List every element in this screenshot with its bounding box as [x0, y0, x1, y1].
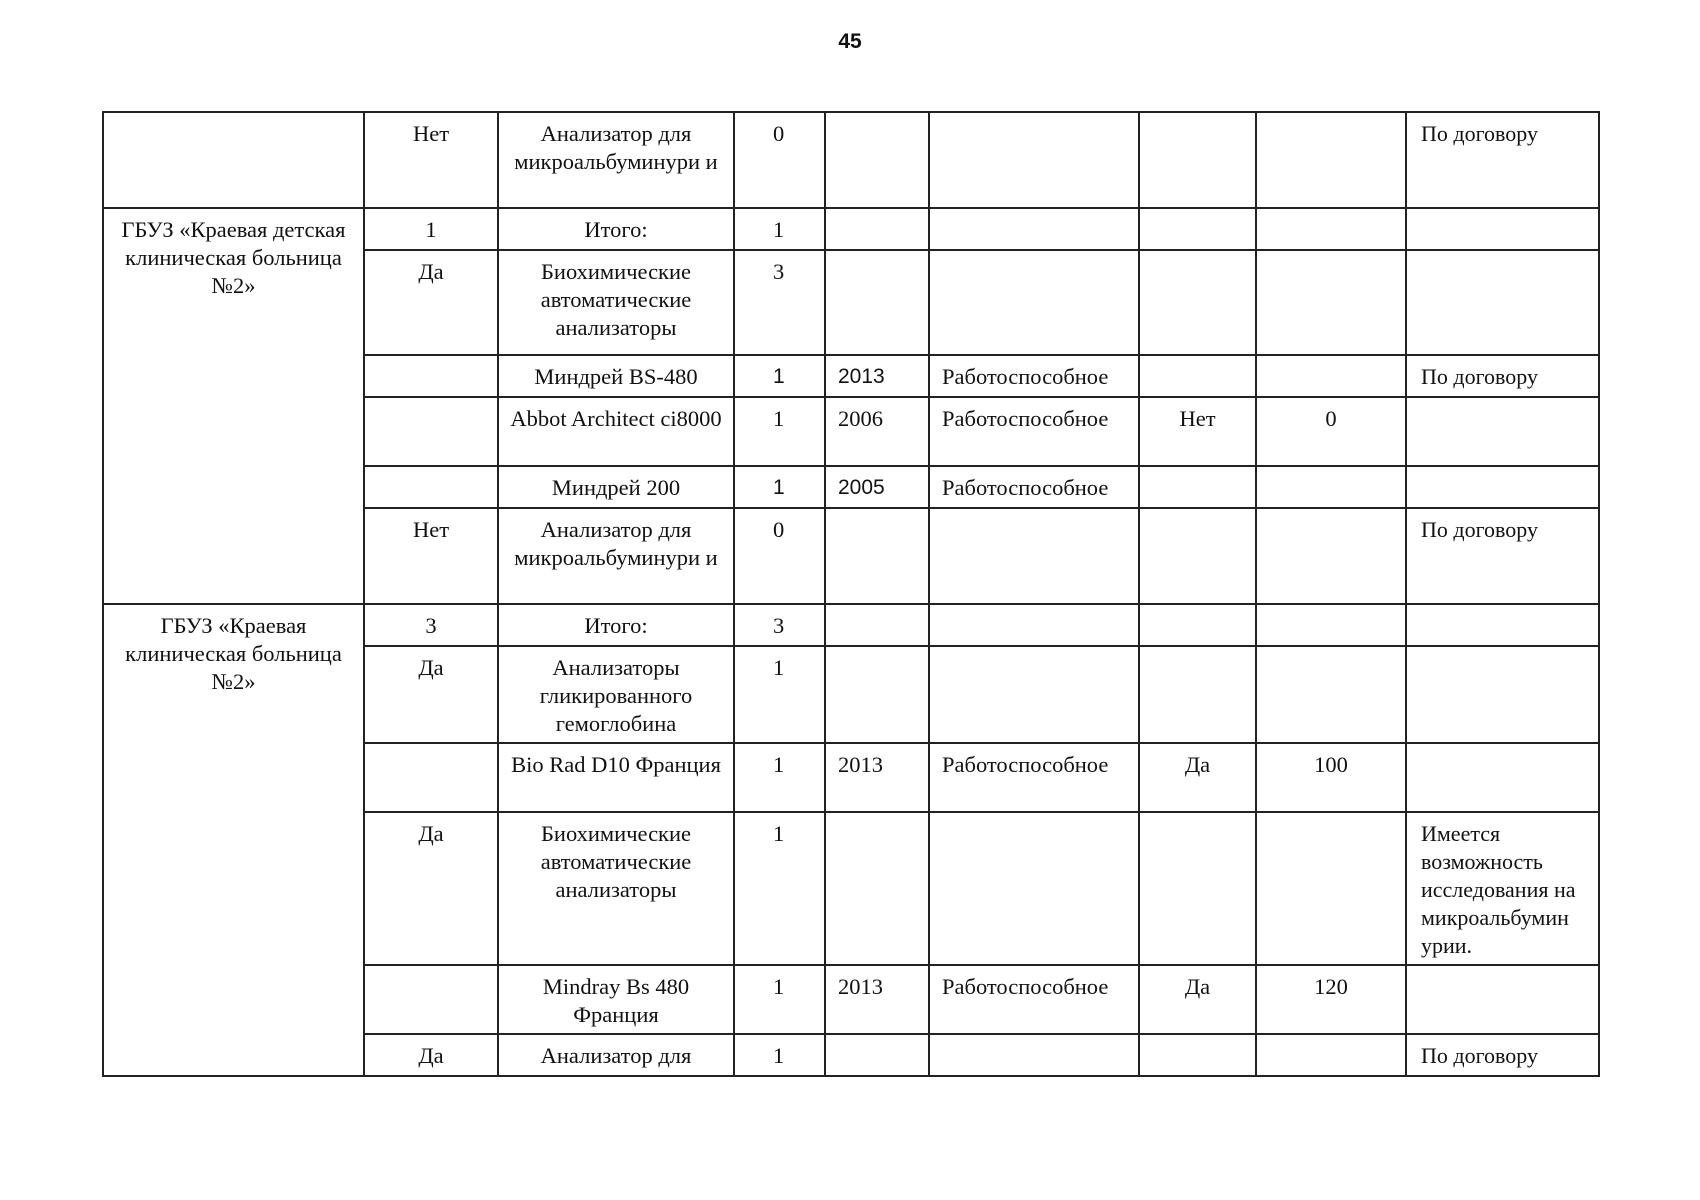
availability-cell: Да — [364, 812, 498, 965]
notes-cell — [1406, 208, 1599, 250]
col7-cell: 0 — [1256, 397, 1406, 466]
availability-cell: Да — [364, 1034, 498, 1076]
year-cell — [825, 508, 929, 604]
equipment-cell: Mindray Bs 480 Франция — [498, 965, 734, 1034]
col6-cell: Нет — [1139, 397, 1256, 466]
quantity-cell: 3 — [734, 250, 825, 355]
year-cell: 2005 — [825, 466, 929, 508]
availability-cell: Да — [364, 250, 498, 355]
notes-cell — [1406, 646, 1599, 743]
notes-cell: По договору — [1406, 112, 1599, 208]
availability-cell — [364, 743, 498, 812]
year-cell — [825, 646, 929, 743]
condition-cell — [929, 812, 1139, 965]
notes-cell — [1406, 466, 1599, 508]
equipment-cell: Анализаторы гликированного гемоглобина — [498, 646, 734, 743]
condition-cell — [929, 646, 1139, 743]
organization-cell: ГБУЗ «Краевая клиническая больница №2» — [103, 604, 364, 1076]
equipment-table — [102, 111, 1600, 1077]
condition-cell: Работоспособное — [929, 397, 1139, 466]
availability-cell: Нет — [364, 508, 498, 604]
condition-cell: Работоспособное — [929, 355, 1139, 397]
equipment-cell: Анализатор для — [498, 1034, 734, 1076]
col7-cell: 120 — [1256, 965, 1406, 1034]
quantity-cell: 1 — [734, 743, 825, 812]
notes-cell — [1406, 743, 1599, 812]
notes-cell — [1406, 250, 1599, 355]
availability-cell — [364, 355, 498, 397]
condition-cell: Работоспособное — [929, 466, 1139, 508]
notes-cell: По договору — [1406, 1034, 1599, 1076]
availability-cell: Да — [364, 646, 498, 743]
notes-cell — [1406, 397, 1599, 466]
availability-cell — [364, 397, 498, 466]
col6-cell — [1139, 508, 1256, 604]
table-row — [103, 604, 1599, 646]
col7-cell — [1256, 812, 1406, 965]
col7-cell — [1256, 604, 1406, 646]
notes-cell: Имеется возможность исследования на микроальбумин урии. — [1406, 812, 1599, 965]
col7-cell: 100 — [1256, 743, 1406, 812]
equipment-cell: Итого: — [498, 208, 734, 250]
quantity-cell: 1 — [734, 397, 825, 466]
year-cell: 2013 — [825, 965, 929, 1034]
condition-cell — [929, 208, 1139, 250]
year-cell: 2006 — [825, 397, 929, 466]
availability-cell — [364, 965, 498, 1034]
condition-cell — [929, 112, 1139, 208]
col6-cell — [1139, 250, 1256, 355]
notes-cell: По договору — [1406, 508, 1599, 604]
equipment-cell: Итого: — [498, 604, 734, 646]
col7-cell — [1256, 646, 1406, 743]
year-cell — [825, 604, 929, 646]
condition-cell: Работоспособное — [929, 743, 1139, 812]
equipment-cell: Биохимические автоматические анализаторы — [498, 812, 734, 965]
equipment-cell: Биохимические автоматические анализаторы — [498, 250, 734, 355]
col6-cell — [1139, 1034, 1256, 1076]
table-row — [103, 112, 1599, 208]
equipment-cell: Миндрей 200 — [498, 466, 734, 508]
year-cell — [825, 812, 929, 965]
col7-cell — [1256, 355, 1406, 397]
availability-cell: Нет — [364, 112, 498, 208]
condition-cell — [929, 1034, 1139, 1076]
col6-cell — [1139, 112, 1256, 208]
col6-cell: Да — [1139, 743, 1256, 812]
quantity-cell: 1 — [734, 355, 825, 397]
equipment-cell: Анализатор для микроальбуминури и — [498, 508, 734, 604]
col6-cell — [1139, 355, 1256, 397]
notes-cell — [1406, 604, 1599, 646]
col6-cell — [1139, 646, 1256, 743]
col7-cell — [1256, 466, 1406, 508]
quantity-cell: 3 — [734, 604, 825, 646]
equipment-cell: Миндрей BS-480 — [498, 355, 734, 397]
condition-cell: Работоспособное — [929, 965, 1139, 1034]
equipment-cell: Bio Rad D10 Франция — [498, 743, 734, 812]
year-cell: 2013 — [825, 355, 929, 397]
notes-cell — [1406, 965, 1599, 1034]
col7-cell — [1256, 250, 1406, 355]
condition-cell — [929, 508, 1139, 604]
table-row — [103, 208, 1599, 250]
year-cell: 2013 — [825, 743, 929, 812]
organization-cell: ГБУЗ «Краевая детская клиническая больница №2» — [103, 208, 364, 604]
col7-cell — [1256, 208, 1406, 250]
page-number: 45 — [838, 30, 862, 53]
col7-cell — [1256, 112, 1406, 208]
availability-cell: 1 — [364, 208, 498, 250]
notes-cell: По договору — [1406, 355, 1599, 397]
condition-cell — [929, 250, 1139, 355]
quantity-cell: 1 — [734, 208, 825, 250]
quantity-cell: 0 — [734, 112, 825, 208]
col6-cell — [1139, 466, 1256, 508]
col6-cell — [1139, 604, 1256, 646]
year-cell — [825, 112, 929, 208]
quantity-cell: 1 — [734, 646, 825, 743]
col6-cell — [1139, 812, 1256, 965]
year-cell — [825, 1034, 929, 1076]
quantity-cell: 0 — [734, 508, 825, 604]
col6-cell — [1139, 208, 1256, 250]
year-cell — [825, 208, 929, 250]
availability-cell: 3 — [364, 604, 498, 646]
col7-cell — [1256, 1034, 1406, 1076]
availability-cell — [364, 466, 498, 508]
quantity-cell: 1 — [734, 965, 825, 1034]
equipment-cell: Анализатор для микроальбуминури и — [498, 112, 734, 208]
year-cell — [825, 250, 929, 355]
quantity-cell: 1 — [734, 466, 825, 508]
equipment-cell: Abbot Architect ci8000 — [498, 397, 734, 466]
organization-cell — [103, 112, 364, 208]
col7-cell — [1256, 508, 1406, 604]
col6-cell: Да — [1139, 965, 1256, 1034]
quantity-cell: 1 — [734, 812, 825, 965]
quantity-cell: 1 — [734, 1034, 825, 1076]
condition-cell — [929, 604, 1139, 646]
